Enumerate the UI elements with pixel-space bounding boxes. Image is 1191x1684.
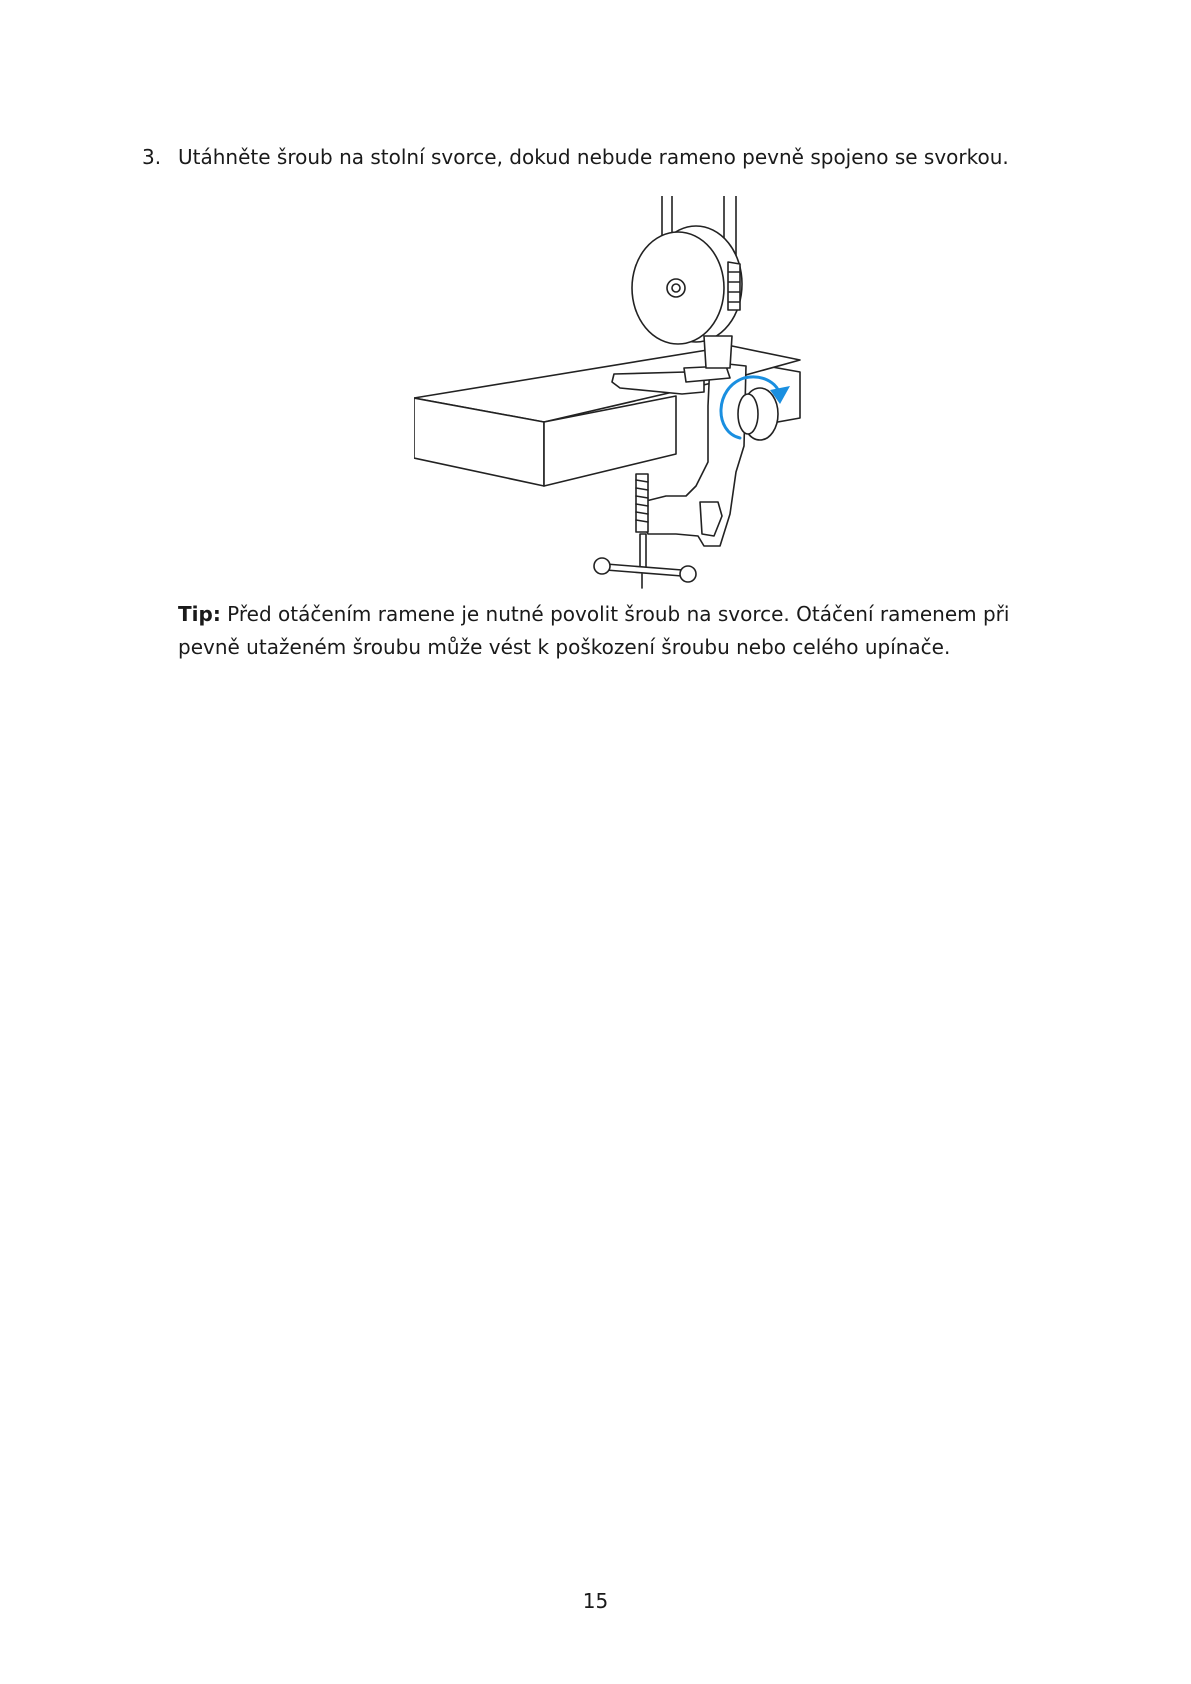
tip-note <box>178 598 1058 664</box>
screw-lower <box>640 534 646 570</box>
instruction-step <box>142 142 1042 172</box>
mount-ridges <box>728 262 740 310</box>
t-handle-ball-left <box>594 558 610 574</box>
threaded-screw <box>636 474 648 532</box>
mount-bolt-inner <box>672 284 680 292</box>
t-handle-ball-right <box>680 566 696 582</box>
tip-text: Před otáčením ramene je nutné povolit šroub na svorce. Otáčení ramenem při pevně utaženém šroubu může vést k poškození šroubu nebo celého upínače. <box>178 602 1010 659</box>
mount-neck <box>704 336 732 368</box>
step-text: Utáhněte šroub na stolní svorce, dokud nebude rameno pevně spojeno se svorkou. <box>178 145 1009 169</box>
step-number: 3. <box>142 145 162 169</box>
tip-label: Tip: <box>178 602 221 626</box>
side-knob-face <box>738 394 758 434</box>
page-number: 15 <box>582 1589 609 1613</box>
clamp-illustration <box>414 196 814 590</box>
